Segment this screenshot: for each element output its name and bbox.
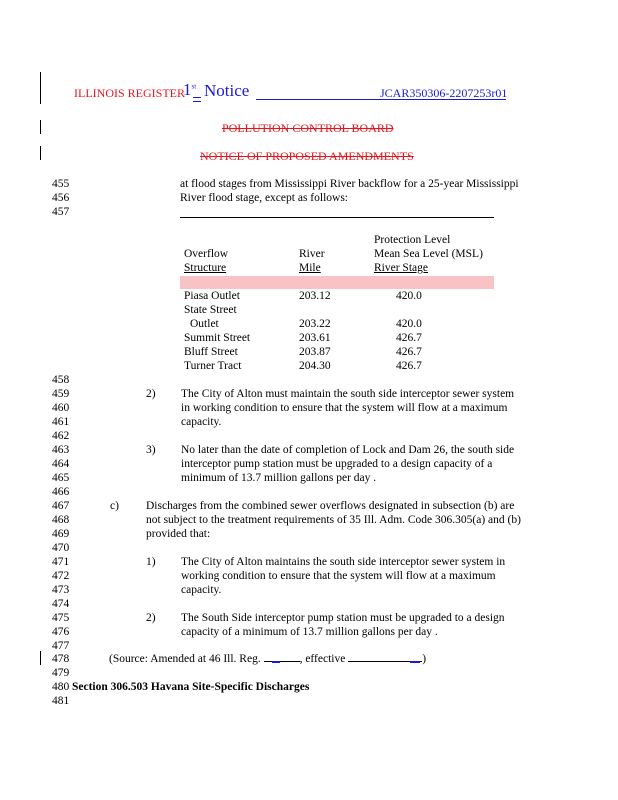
body-line: The City of Alton maintains the south side interceptor sewer system in — [181, 556, 506, 568]
source-line — [109, 652, 426, 666]
table-cell-mile: 203.12 — [299, 290, 331, 302]
item-label: c) — [110, 500, 119, 512]
change-bar — [40, 72, 41, 104]
body-line: No later than the date of completion of Lock and Dam 26, the south side — [181, 444, 515, 456]
line-number: 458 — [52, 374, 70, 386]
line-number: 477 — [52, 640, 70, 652]
line-number: 473 — [52, 584, 70, 596]
table-header-structure: Structure — [184, 262, 227, 274]
header-dash — [193, 97, 201, 98]
line-number: 474 — [52, 598, 70, 610]
body-line: provided that: — [146, 528, 211, 540]
line-number: 469 — [52, 528, 70, 540]
board-name: POLLUTION CONTROL BOARD — [222, 121, 394, 135]
effective-blank[interactable] — [348, 661, 422, 662]
source-suffix: ) — [422, 653, 427, 665]
item-label: 3) — [146, 444, 156, 456]
table-cell-mile: 203.87 — [299, 346, 331, 358]
source-mid: , effective — [299, 653, 349, 665]
line-number: 472 — [52, 570, 70, 582]
table-cell-structure: State Street — [184, 304, 237, 316]
notice-title: NOTICE OF PROPOSED AMENDMENTS — [200, 149, 414, 163]
line-number: 476 — [52, 626, 70, 638]
body-line: The City of Alton must maintain the south side interceptor sewer system — [181, 388, 515, 400]
body-line: The South Side interceptor pump station must be upgraded to a design — [181, 612, 505, 624]
body-line: capacity. — [181, 584, 222, 596]
table-cell-level: 420.0 — [396, 290, 422, 302]
line-number: 459 — [52, 388, 70, 400]
table-header-level: Protection Level — [374, 234, 451, 246]
line-number: 471 — [52, 556, 70, 568]
line-number: 456 — [52, 192, 70, 204]
line-number: 455 — [52, 178, 70, 190]
body-line: Discharges from the combined sewer overflows designated in subsection (b) are — [146, 500, 515, 512]
source-prefix: (Source: Amended at 46 Ill. Reg. — [109, 653, 264, 665]
body-line: capacity. — [181, 416, 222, 428]
table-top-rule — [180, 217, 494, 218]
line-number: 467 — [52, 500, 70, 512]
section-heading: Section 306.503 Havana Site-Specific Discharges — [72, 681, 310, 693]
line-number: 464 — [52, 458, 70, 470]
body-line: working condition to ensure that the system will flow at a maximum — [181, 570, 496, 582]
intro-line: at flood stages from Mississippi River backflow for a 25-year Mississippi — [180, 178, 519, 190]
table-cell-mile: 203.22 — [299, 318, 331, 330]
header-dash — [193, 101, 201, 102]
change-bar — [40, 146, 41, 160]
register-header: ILLINOIS REGISTER — [74, 86, 185, 100]
line-number: 461 — [52, 416, 70, 428]
change-bar — [40, 120, 41, 134]
item-label: 2) — [146, 612, 156, 624]
table-cell-mile: 204.30 — [299, 360, 331, 372]
line-number: 460 — [52, 402, 70, 414]
line-number: 478 — [52, 653, 70, 665]
table-header-mile: River — [299, 248, 325, 260]
line-number: 470 — [52, 542, 70, 554]
line-number: 466 — [52, 486, 70, 498]
table-cell-structure: Piasa Outlet — [184, 290, 240, 302]
body-line: capacity of a minimum of 13.7 million gallons per day . — [181, 626, 438, 638]
table-header-structure: Overflow — [184, 248, 229, 260]
line-number: 480 — [52, 681, 70, 693]
notice-label: Notice — [204, 81, 250, 100]
table-cell-structure: Turner Tract — [184, 360, 242, 372]
page-number-value: 1 — [183, 80, 192, 99]
line-number: 481 — [52, 695, 70, 707]
reg-blank[interactable] — [264, 661, 300, 662]
line-number: 479 — [52, 667, 70, 679]
line-number: 468 — [52, 514, 70, 526]
table-header-mile: Mile — [299, 262, 321, 274]
body-line: interceptor pump station must be upgraded to a design capacity of a — [181, 458, 493, 470]
line-number: 462 — [52, 430, 70, 442]
page-number-suffix: st — [191, 82, 197, 91]
line-number: 457 — [52, 206, 70, 218]
table-cell-level: 426.7 — [396, 332, 422, 344]
body-line: in working condition to ensure that the system will flow at a maximum — [181, 402, 508, 414]
table-cell-mile: 203.61 — [299, 332, 331, 344]
line-number: 465 — [52, 472, 70, 484]
table-cell-structure: Bluff Street — [184, 346, 238, 358]
change-bar — [40, 651, 41, 665]
body-line: minimum of 13.7 million gallons per day . — [181, 472, 377, 484]
item-label: 2) — [146, 388, 156, 400]
intro-line: River flood stage, except as follows: — [180, 192, 348, 204]
table-cell-level: 420.0 — [396, 318, 422, 330]
table-header-level: River Stage — [374, 262, 428, 274]
jcar-code: JCAR350306-2207253r01 — [380, 86, 508, 100]
table-cell-structure: Summit Street — [184, 332, 251, 344]
line-number: 463 — [52, 444, 70, 456]
table-cell-level: 426.7 — [396, 360, 422, 372]
table-cell-structure: Outlet — [190, 318, 219, 330]
table-header-level: Mean Sea Level (MSL) — [374, 248, 483, 260]
line-number: 475 — [52, 612, 70, 624]
table-cell-level: 426.7 — [396, 346, 422, 358]
highlight-band — [180, 276, 494, 289]
body-line: not subject to the treatment requirements of 35 Ill. Adm. Code 306.305(a) and (b) — [146, 514, 521, 526]
item-label: 1) — [146, 556, 156, 568]
